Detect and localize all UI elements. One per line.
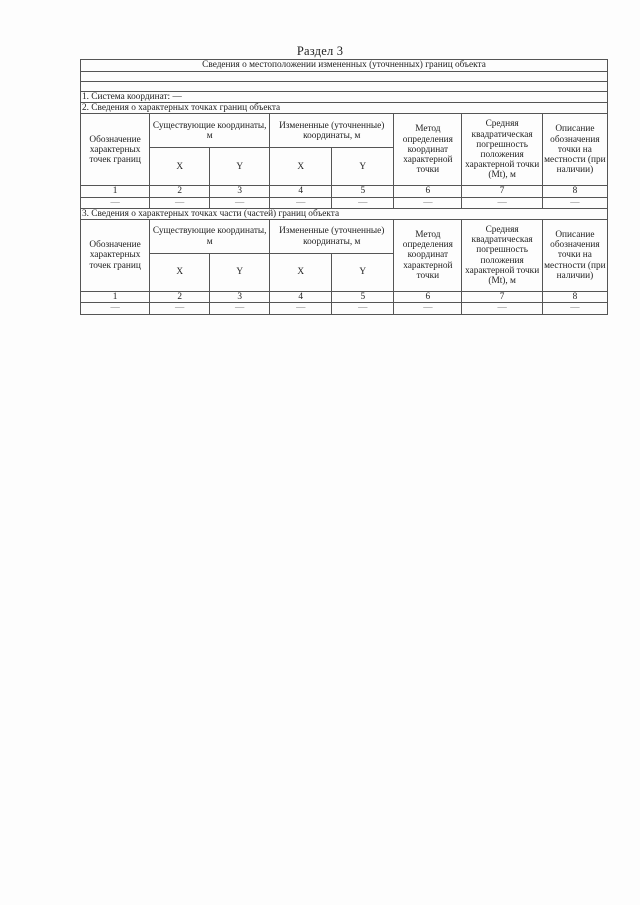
column-number: 8 (542, 186, 607, 197)
cell-dash: — (210, 197, 270, 208)
part3-title: 3. Сведения о характерных точках части (частей) границ объекта (81, 208, 608, 219)
coord-system: 1. Система координат: — (81, 92, 608, 103)
header-y: Y (210, 254, 270, 292)
column-number: 7 (462, 292, 542, 303)
column-number: 3 (210, 186, 270, 197)
column-number: 4 (270, 292, 332, 303)
cell-dash: — (150, 197, 210, 208)
column-number: 4 (270, 186, 332, 197)
cell-dash: — (81, 303, 150, 314)
cell-dash: — (81, 197, 150, 208)
header-y: Y (332, 254, 394, 292)
column-number: 2 (150, 186, 210, 197)
header-x: X (150, 148, 210, 186)
column-number: 5 (332, 186, 394, 197)
header-designation: Обозначение характерных точек границ (81, 114, 150, 186)
header-x: X (270, 148, 332, 186)
header-x: X (270, 254, 332, 292)
column-number: 6 (394, 292, 462, 303)
cell-dash: — (210, 303, 270, 314)
section-title: Раздел 3 (296, 44, 344, 58)
section-table (80, 59, 608, 315)
header-changed: Измененные (уточненные) координаты, м (270, 114, 394, 148)
column-number: 1 (81, 292, 150, 303)
cell-dash: — (542, 303, 607, 314)
cell-dash: — (332, 303, 394, 314)
header-designation: Обозначение характерных точек границ (81, 220, 150, 292)
part2-title: 2. Сведения о характерных точках границ объекта (81, 103, 608, 114)
header-existing: Существующие координаты, м (150, 220, 270, 254)
header-x: X (150, 254, 210, 292)
cell-dash: — (270, 303, 332, 314)
header-method: Метод определения координат характерной точки (394, 114, 462, 186)
cell-dash: — (394, 303, 462, 314)
column-number: 5 (332, 292, 394, 303)
column-number: 3 (210, 292, 270, 303)
column-numbers-row (81, 186, 608, 197)
cell-dash: — (462, 303, 542, 314)
header-error: Средняя квадратическая погрешность положения характерной точки (Mt), м (462, 220, 542, 292)
header-description: Описание обозначения точки на местности (при наличии) (542, 114, 607, 186)
column-number: 2 (150, 292, 210, 303)
header-description: Описание обозначения точки на местности (при наличии) (542, 220, 607, 292)
header-method: Метод определения координат характерной точки (394, 220, 462, 292)
table-title: Сведения о местоположении измененных (уточненных) границ объекта (81, 60, 608, 72)
blank-row (81, 82, 608, 92)
header-y: Y (332, 148, 394, 186)
cell-dash: — (332, 197, 394, 208)
table-row (81, 197, 608, 208)
cell-dash: — (462, 197, 542, 208)
header-changed: Измененные (уточненные) координаты, м (270, 220, 394, 254)
column-numbers-row (81, 292, 608, 303)
header-existing: Существующие координаты, м (150, 114, 270, 148)
column-number: 7 (462, 186, 542, 197)
cell-dash: — (542, 197, 607, 208)
column-number: 1 (81, 186, 150, 197)
header-y: Y (210, 148, 270, 186)
table-row (81, 303, 608, 314)
cell-dash: — (394, 197, 462, 208)
column-number: 8 (542, 292, 607, 303)
cell-dash: — (150, 303, 210, 314)
blank-row (81, 72, 608, 82)
cell-dash: — (270, 197, 332, 208)
column-number: 6 (394, 186, 462, 197)
header-error: Средняя квадратическая погрешность положения характерной точки (Mt), м (462, 114, 542, 186)
